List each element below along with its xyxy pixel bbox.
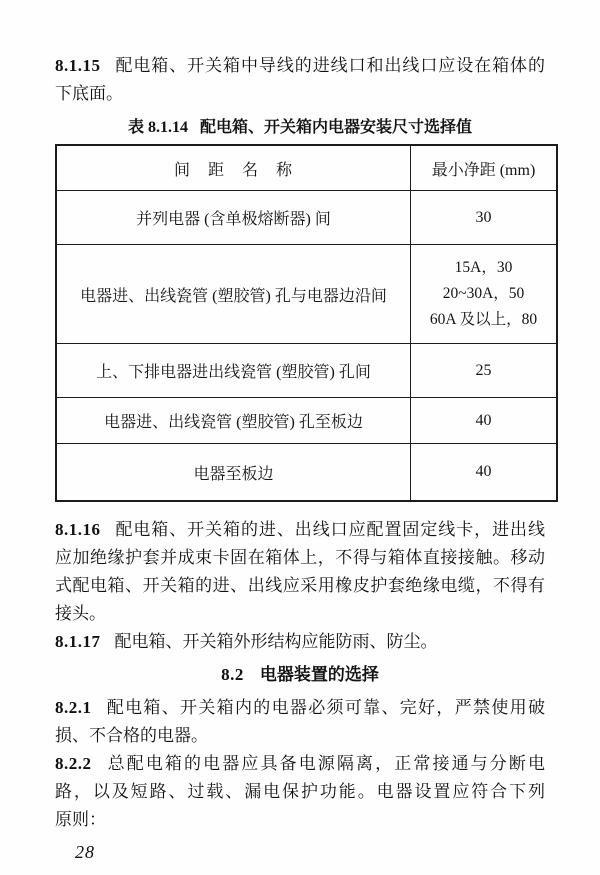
table-row (56, 344, 557, 398)
paragraph-line: 损、不合格的电器。 (55, 726, 208, 745)
table-row (56, 245, 557, 344)
section-8-2-2 (55, 750, 545, 834)
section-number: 8.2 (221, 665, 244, 684)
cell-min-distance (411, 245, 558, 344)
paragraph-line (55, 750, 545, 778)
distance-value-line: 20~30A，50 (442, 285, 525, 302)
paragraph-text: 配电箱、开关箱外形结构应能防雨、防尘。 (114, 632, 438, 651)
paragraph-line (55, 52, 545, 80)
section-heading-8-2 (55, 663, 545, 687)
section-8-2-1 (55, 694, 545, 750)
table-caption (55, 117, 545, 139)
cell-spacing-name: 电器进、出线瓷管 (塑胶管) 孔与电器边沿间 (56, 245, 411, 344)
paragraph-line: 应加绝缘护套并成束卡固在箱体上，不得与箱体直接接触。移动 (55, 548, 545, 567)
section-number: 8.2.1 (55, 698, 92, 717)
paragraph-line: 接头。 (55, 604, 106, 623)
section-number: 8.1.17 (55, 632, 101, 651)
cell-spacing-name: 电器至板边 (56, 444, 411, 502)
paragraph-line: 路，以及短路、过载、漏电保护功能。电器设置应符合下列 (55, 782, 545, 801)
table-row (56, 444, 557, 502)
page-number: 28 (75, 842, 95, 862)
paragraph-line (55, 694, 545, 722)
table-caption-text: 配电箱、开关箱内电器安装尺寸选择值 (200, 119, 473, 136)
cell-spacing-name: 电器进、出线瓷管 (塑胶管) 孔至板边 (56, 398, 411, 444)
spacing-table (55, 144, 558, 502)
cell-spacing-name: 并列电器 (含单极熔断器) 间 (56, 191, 411, 245)
paragraph-line: 原则： (55, 810, 106, 829)
section-8-1-16 (55, 516, 545, 628)
paragraph-line: 下底面。 (55, 84, 123, 103)
section-number: 8.1.16 (55, 520, 101, 539)
cell-min-distance: 40 (411, 444, 558, 502)
cell-min-distance: 25 (411, 344, 558, 398)
distance-value-line: 60A 及以上，80 (429, 311, 538, 328)
section-heading-title: 电器装置的选择 (259, 665, 379, 684)
table-header-row (56, 145, 557, 191)
cell-min-distance: 40 (411, 398, 558, 444)
table-row (56, 191, 557, 245)
paragraph-line (55, 628, 545, 656)
paragraph-line (55, 516, 545, 544)
table-row (56, 398, 557, 444)
cell-min-distance: 30 (411, 191, 558, 245)
column-header-min-distance: 最小净距 (mm) (411, 145, 558, 191)
cell-spacing-name: 上、下排电器进出线瓷管 (塑胶管) 孔间 (56, 344, 411, 398)
column-header-spacing-name: 间 距 名 称 (56, 145, 411, 191)
paragraph-line: 式配电箱、开关箱的进、出线应采用橡皮护套绝缘电缆，不得有 (55, 576, 545, 595)
section-8-1-17 (55, 628, 545, 656)
section-8-1-15 (55, 52, 545, 108)
paragraph-text: 配电箱、开关箱的进、出线口应配置固定线卡，进出线 (114, 520, 545, 539)
distance-value-line: 15A，30 (454, 259, 513, 276)
paragraph-text: 配电箱、开关箱中导线的进线口和出线口应设在箱体的 (114, 56, 545, 75)
paragraph-text: 总配电箱的电器应具备电源隔离，正常接通与分断电 (105, 754, 545, 773)
section-number: 8.1.15 (55, 56, 101, 75)
paragraph-text: 配电箱、开关箱内的电器必须可靠、完好，严禁使用破 (105, 698, 545, 717)
section-number: 8.2.2 (55, 754, 92, 773)
table-caption-label: 表 8.1.14 (127, 119, 188, 136)
